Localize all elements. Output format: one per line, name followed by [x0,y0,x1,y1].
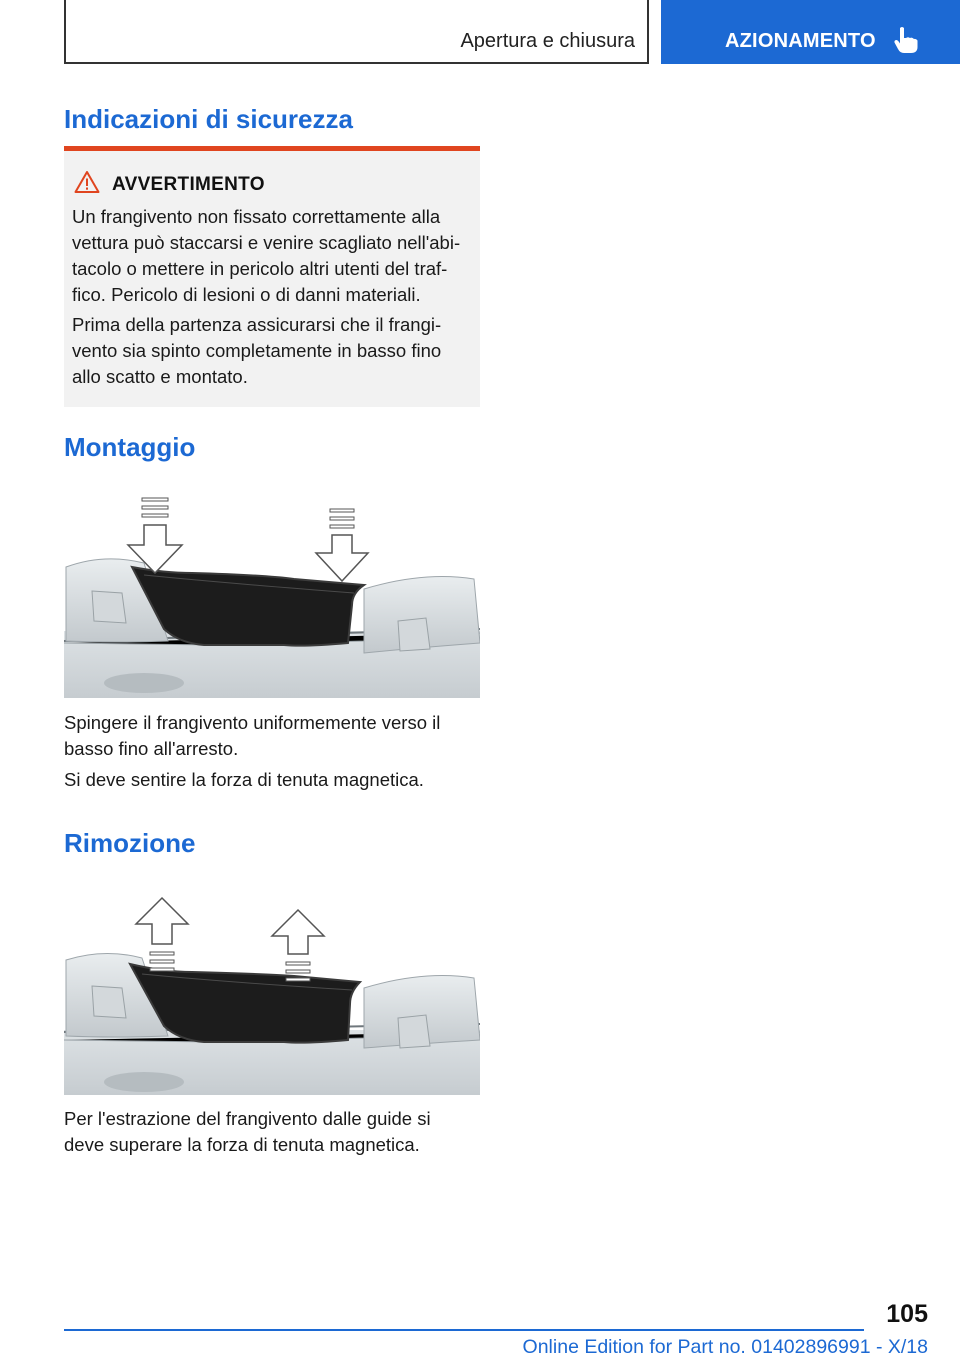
section-title-mount: Montaggio [64,432,196,462]
text-line: Per l'estrazione del frangivento dalle guide si [64,1108,431,1129]
header-chapter-label: AZIONAMENTO [725,30,876,52]
remove-illustration [64,890,480,1095]
mount-illustration [64,493,480,698]
text-line: Prima della partenza assicurarsi che il frangi‐ [72,314,442,335]
text-line: vettura può staccarsi e venire scagliato nell'abi‐ [72,232,461,253]
remove-paragraph-1 [64,1106,480,1158]
pointing-hand-icon [893,26,919,54]
text-line: fico. Pericolo di lesioni o di danni materiali. [72,284,421,305]
footer-edition-link[interactable]: Online Edition for Part no. 01402896991 - X/18 [522,1336,928,1358]
warning-paragraph-1 [72,204,476,308]
header-chapter-tab [661,0,960,64]
header-section-label: Apertura e chiusura [460,30,635,52]
header-section-tab [64,0,649,64]
text-line: deve superare la forza di tenuta magnetica. [64,1134,420,1155]
section-title-remove: Rimozione [64,828,196,858]
warning-triangle-icon [74,170,100,194]
mount-paragraph-1 [64,710,480,762]
text-line: basso fino all'arresto. [64,738,239,759]
text-line: vento sia spinto completamente in basso fino [72,340,442,361]
text-line: Si deve sentire la forza di tenuta magnetica. [64,769,424,790]
footer-rule [64,1329,864,1331]
text-line: Spingere il frangivento uniformemente verso il [64,712,441,733]
mount-paragraph-2 [64,767,480,793]
warning-heading: AVVERTIMENTO [112,174,265,195]
text-line: tacolo o mettere in pericolo altri utenti del traf‐ [72,258,448,279]
text-line: Un frangivento non fissato correttamente alla [72,206,441,227]
section-title-safety: Indicazioni di sicurezza [64,104,353,134]
text-line: allo scatto e montato. [72,366,248,387]
page-number: 105 [886,1300,928,1328]
warning-paragraph-2 [72,312,476,390]
